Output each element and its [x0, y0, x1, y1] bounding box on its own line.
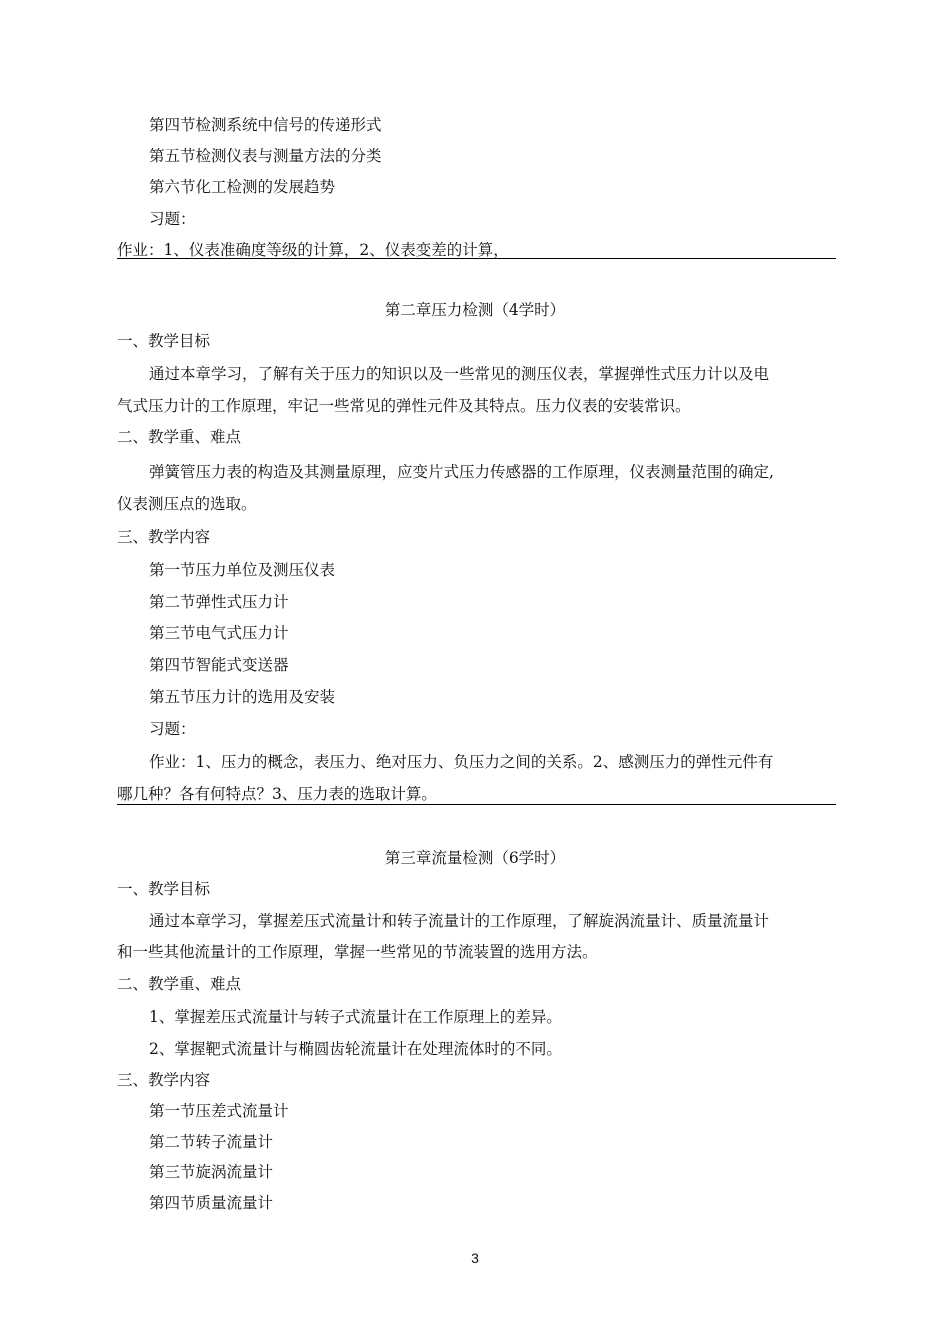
chapter2-section-2: 第二节弹性式压力计 — [149, 593, 289, 611]
chapter2-title: 第二章压力检测（4学时） — [384, 301, 566, 319]
chapter2-homework-line1: 作业：1、压力的概念，表压力、绝对压力、负压力之间的关系。2、感测压力的弹性元件有 — [149, 753, 774, 771]
chapter3-goal-line2: 和一些其他流量计的工作原理，掌握一些常见的节流装置的选用方法。 — [117, 943, 598, 961]
chapter2-section-5: 第五节压力计的选用及安装 — [149, 688, 336, 706]
divider-1 — [117, 258, 836, 259]
top-exercise-label: 习题： — [149, 210, 196, 228]
chapter2-content-heading: 三、教学内容 — [117, 528, 211, 546]
chapter2-exercise-label: 习题： — [149, 720, 196, 738]
top-section-5: 第五节检测仪表与测量方法的分类 — [149, 147, 382, 165]
top-homework: 作业：1、仪表准确度等级的计算，2、仪表变差的计算， — [117, 241, 509, 259]
chapter3-section-1: 第一节压差式流量计 — [149, 1102, 289, 1120]
chapter3-goal-heading: 一、教学目标 — [117, 880, 211, 898]
chapter2-section-1: 第一节压力单位及测压仪表 — [149, 561, 336, 579]
chapter3-key-line1: 1、掌握差压式流量计与转子式流量计在工作原理上的差异。 — [149, 1008, 562, 1026]
chapter3-section-2: 第二节转子流量计 — [149, 1133, 274, 1151]
chapter2-section-3: 第三节电气式压力计 — [149, 624, 289, 642]
chapter3-section-4: 第四节质量流量计 — [149, 1194, 274, 1212]
chapter2-goal-line1: 通过本章学习，了解有关于压力的知识以及一些常见的测压仪表，掌握弹性式压力计以及电 — [149, 365, 770, 383]
chapter2-goal-heading: 一、教学目标 — [117, 332, 211, 350]
chapter2-key-line1: 弹簧管压力表的构造及其测量原理，应变片式压力传感器的工作原理，仪表测量范围的确定, — [149, 463, 774, 481]
chapter3-content-heading: 三、教学内容 — [117, 1071, 211, 1089]
top-section-4: 第四节检测系统中信号的传递形式 — [149, 116, 382, 134]
chapter3-goal-line1: 通过本章学习，掌握差压式流量计和转子流量计的工作原理，了解旋涡流量计、质量流量计 — [149, 912, 770, 930]
chapter2-homework-line2: 哪几种？各有何特点？3、压力表的选取计算。 — [117, 785, 437, 803]
top-section-6: 第六节化工检测的发展趋势 — [149, 178, 336, 196]
divider-2 — [117, 804, 836, 805]
chapter3-title: 第三章流量检测（6学时） — [384, 849, 566, 867]
chapter2-key-heading: 二、教学重、难点 — [117, 428, 242, 446]
chapter3-key-heading: 二、教学重、难点 — [117, 975, 242, 993]
chapter3-key-line2: 2、掌握靶式流量计与椭圆齿轮流量计在处理流体时的不同。 — [149, 1040, 562, 1058]
chapter3-section-3: 第三节旋涡流量计 — [149, 1163, 274, 1181]
chapter2-key-line2: 仪表测压点的选取。 — [117, 495, 257, 513]
page-number: 3 — [471, 1250, 479, 1266]
chapter2-goal-line2: 气式压力计的工作原理，牢记一些常见的弹性元件及其特点。压力仪表的安装常识。 — [117, 397, 691, 415]
chapter2-section-4: 第四节智能式变送器 — [149, 656, 289, 674]
